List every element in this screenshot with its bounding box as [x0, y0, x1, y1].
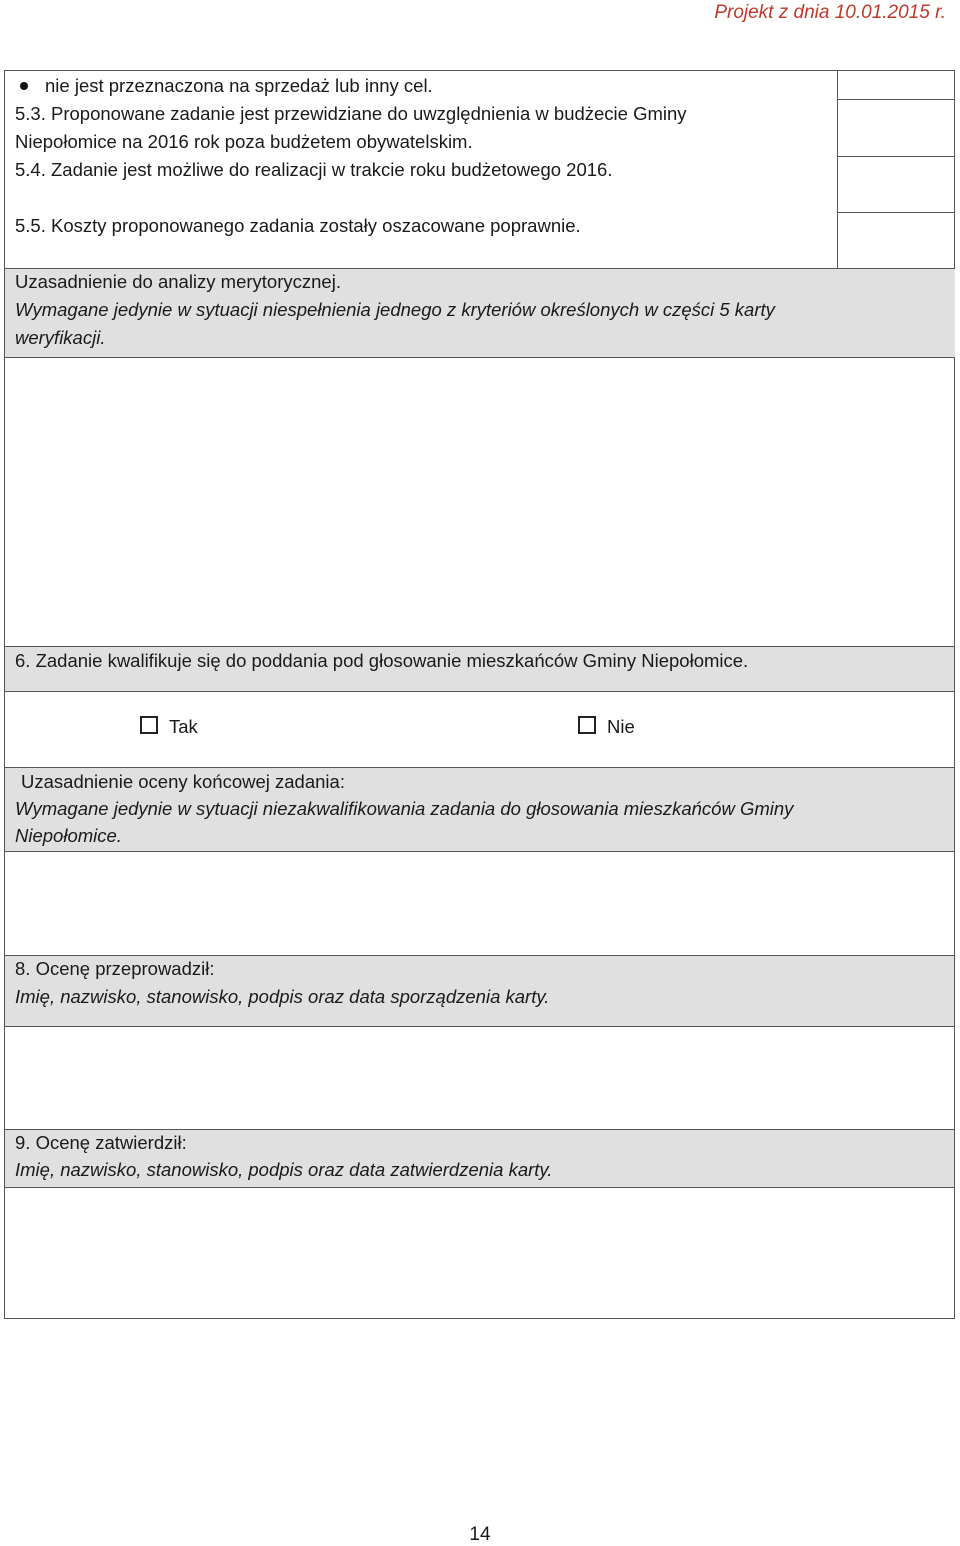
justification-note-line1: Wymagane jedynie w sytuacji niespełnienia jednego z kryteriów określonych w części 5 karty	[15, 299, 775, 320]
section9-note: Imię, nazwisko, stanowisko, podpis oraz data zatwierdzenia karty.	[15, 1159, 553, 1180]
project-date-header: Projekt z dnia 10.01.2015 r.	[714, 2, 946, 23]
justification-note-line2: weryfikacji.	[15, 327, 106, 348]
tak-label: Tak	[169, 716, 198, 737]
final-justification-title: Uzasadnienie oceny końcowej zadania:	[21, 771, 345, 792]
section6-title: 6. Zadanie kwalifikuje się do poddania pod głosowanie mieszkańców Gminy Niepołomice.	[15, 650, 749, 671]
justification-answer-area[interactable]	[4, 357, 955, 647]
nie-label: Nie	[607, 716, 635, 737]
tak-checkbox[interactable]	[140, 716, 158, 734]
criteria-row-divider	[837, 156, 955, 157]
item-5-3-line2: Niepołomice na 2016 rok poza budżetem obywatelskim.	[15, 131, 473, 152]
item-5-5: 5.5. Koszty proponowanego zadania zostały oszacowane poprawnie.	[15, 215, 581, 236]
section9-title: 9. Ocenę zatwierdził:	[15, 1132, 187, 1153]
section9-answer-area[interactable]	[4, 1187, 955, 1319]
page-number: 14	[469, 1524, 491, 1545]
criteria-row-divider	[837, 99, 955, 100]
final-justification-note-line2: Niepołomice.	[15, 825, 122, 846]
justification-title: Uzasadnienie do analizy merytorycznej.	[15, 271, 341, 292]
bullet-icon	[20, 82, 28, 90]
section8-note: Imię, nazwisko, stanowisko, podpis oraz data sporządzenia karty.	[15, 986, 550, 1007]
bullet-item-text: nie jest przeznaczona na sprzedaż lub inny cel.	[45, 75, 433, 96]
nie-checkbox[interactable]	[578, 716, 596, 734]
item-5-3-line1: 5.3. Proponowane zadanie jest przewidziane do uwzględnienia w budżecie Gminy	[15, 103, 687, 124]
item-5-4: 5.4. Zadanie jest możliwe do realizacji w trakcie roku budżetowego 2016.	[15, 159, 613, 180]
final-justification-note-line1: Wymagane jedynie w sytuacji niezakwalifikowania zadania do głosowania mieszkańców Gminy	[15, 798, 794, 819]
section8-answer-area[interactable]	[4, 1026, 955, 1130]
criteria-row-divider	[837, 212, 955, 213]
section8-title: 8. Ocenę przeprowadził:	[15, 958, 215, 979]
final-justification-answer-area[interactable]	[4, 851, 955, 956]
